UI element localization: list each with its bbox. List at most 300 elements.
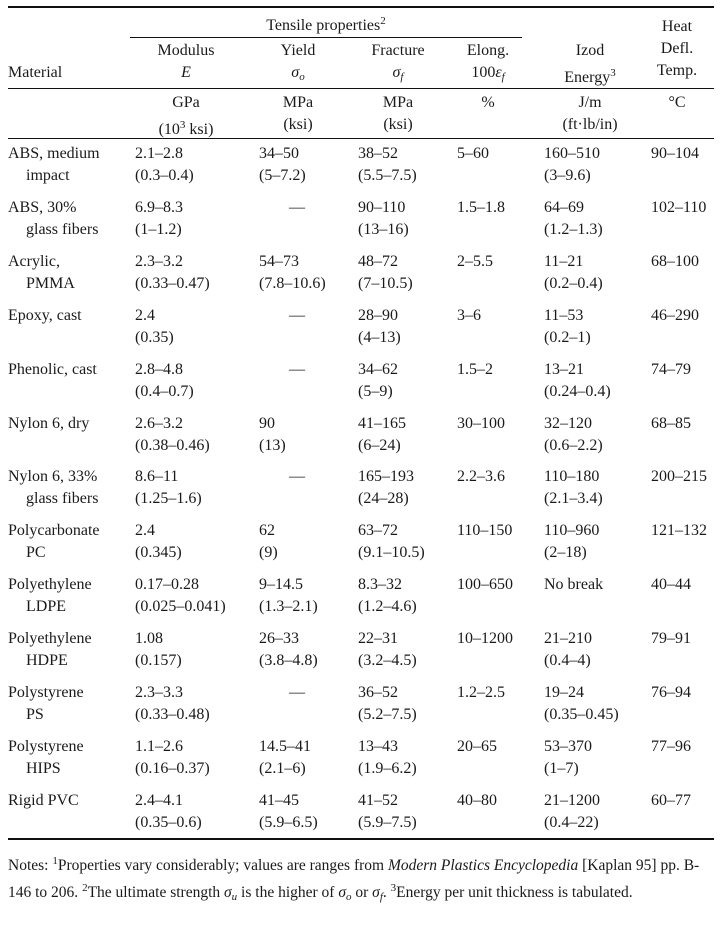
cell-izod-line1: 160–510 — [544, 145, 600, 162]
cell-heat-deflection-line1: 121–132 — [651, 522, 707, 540]
cell-modulus — [135, 145, 250, 185]
cell-yield — [259, 145, 349, 185]
cell-fracture — [358, 253, 448, 293]
top-rule — [8, 6, 714, 8]
cell-heat-deflection — [651, 145, 717, 163]
cell-material — [8, 468, 128, 508]
units-fracture-line2: (ksi) — [383, 116, 413, 133]
cell-modulus-line1: 2.1–2.8 — [135, 145, 183, 162]
cell-elongation-line1: 30–100 — [457, 414, 505, 432]
header-modulus-symbol: E — [181, 64, 191, 81]
cell-yield-line1: 62 — [259, 522, 275, 540]
cell-yield-line1: — — [289, 306, 305, 324]
cell-modulus-line2: (0.345) — [135, 544, 182, 562]
cell-material-line1: Polyethylene — [8, 630, 92, 648]
cell-izod-line1: 110–960 — [544, 522, 600, 540]
units-izod — [540, 94, 640, 134]
cell-yield-line1: 9–14.5 — [259, 576, 303, 594]
units-yield-line2: (ksi) — [283, 116, 313, 133]
cell-material-line1: Nylon 6, dry — [8, 414, 90, 432]
units-izod-line1: J/m — [578, 94, 602, 111]
cell-fracture-line1: 38–52 — [358, 145, 398, 162]
units-modulus-post: ksi) — [185, 121, 214, 138]
cell-elongation — [457, 415, 523, 433]
cell-yield-line1: 26–33 — [259, 630, 299, 648]
cell-yield-line2: (1.3–2.1) — [259, 598, 318, 616]
cell-modulus-line1: 2.8–4.8 — [135, 360, 183, 378]
header-izod-line1: Izod — [575, 42, 605, 59]
cell-material-line2: glass fibers — [26, 220, 99, 238]
cell-fracture-line2: (4–13) — [358, 328, 401, 346]
header-heat-line2: Defl. — [660, 40, 694, 57]
note-2-sub-u: u — [231, 891, 238, 903]
cell-fracture-line2: (13–16) — [358, 220, 409, 238]
cell-elongation — [457, 684, 523, 702]
izod-energy-label: Energy — [564, 69, 611, 86]
cell-fracture — [358, 468, 448, 508]
cell-izod-line2: (0.35–0.45) — [544, 706, 619, 723]
cell-yield-line2: (5.9–6.5) — [259, 813, 318, 831]
cell-elongation — [457, 630, 523, 648]
cell-yield-line1: — — [289, 198, 305, 216]
cell-fracture-line2: (7–10.5) — [358, 274, 413, 292]
cell-elongation — [457, 199, 523, 217]
cell-izod — [544, 415, 644, 455]
cell-heat-deflection — [651, 253, 717, 271]
cell-modulus-line2: (0.16–0.37) — [135, 759, 210, 777]
header-yield — [252, 42, 344, 86]
cell-izod — [544, 630, 644, 670]
cell-modulus-line2: (0.157) — [135, 652, 182, 670]
cell-heat-deflection-line1: 60–77 — [651, 791, 691, 809]
cell-fracture-line1: 48–72 — [358, 252, 398, 270]
cell-yield — [259, 361, 349, 383]
cell-modulus-line1: 8.6–11 — [135, 468, 179, 486]
cell-fracture-line2: (9.1–10.5) — [358, 544, 425, 562]
header-fracture-line1: Fracture — [371, 42, 425, 59]
cell-material-line2: PMMA — [26, 274, 75, 292]
cell-izod-line1: 11–21 — [544, 252, 584, 270]
cell-elongation — [457, 468, 523, 486]
cell-yield-line1: 54–73 — [259, 252, 299, 270]
cell-heat-deflection-line1: 90–104 — [651, 145, 699, 162]
header-izod — [540, 42, 640, 87]
cell-fracture — [358, 199, 448, 239]
cell-izod — [544, 307, 644, 347]
cell-heat-deflection — [651, 576, 717, 594]
cell-modulus-line1: 6.9–8.3 — [135, 198, 183, 216]
notes-lead: Notes: — [8, 857, 53, 874]
cell-fracture — [358, 415, 448, 455]
cell-elongation-line1: 1.5–2 — [457, 360, 493, 378]
cell-heat-deflection — [651, 522, 717, 540]
header-heat-line1: Heat — [661, 18, 693, 35]
units-yield — [252, 94, 344, 134]
cell-material — [8, 684, 128, 724]
cell-izod-line1: 110–180 — [544, 468, 600, 486]
cell-izod-line2: (1.2–1.3) — [544, 220, 603, 238]
cell-izod-line2: (2.1–3.4) — [544, 490, 603, 508]
cell-izod-line2: (1–7) — [544, 759, 579, 777]
cell-modulus — [135, 415, 250, 455]
cell-fracture-line1: 22–31 — [358, 630, 398, 648]
cell-material — [8, 630, 128, 670]
header-yield-symbol — [252, 64, 344, 86]
cell-fracture-line2: (5.9–7.5) — [358, 813, 417, 831]
note-2-text-d: . — [382, 884, 391, 901]
cell-elongation-line1: 1.5–1.8 — [457, 198, 505, 216]
table-notes — [8, 850, 714, 908]
cell-material-line1: Rigid PVC — [8, 791, 79, 809]
header-elong-line1: Elong. — [466, 42, 510, 59]
cell-material-line1: Polystyrene — [8, 684, 84, 701]
cell-fracture — [358, 361, 448, 401]
cell-fracture — [358, 576, 448, 616]
cell-material-line2: PC — [26, 544, 46, 562]
header-fracture-symbol — [350, 64, 446, 86]
cell-fracture-line1: 41–52 — [358, 791, 398, 809]
cell-izod-line2: (0.6–2.2) — [544, 436, 603, 454]
cell-heat-deflection-line1: 79–91 — [651, 630, 691, 648]
cell-yield — [259, 468, 349, 490]
cell-fracture-line1: 36–52 — [358, 684, 398, 701]
cell-material — [8, 738, 128, 778]
units-heat — [640, 94, 714, 112]
cell-fracture-line1: 34–62 — [358, 360, 398, 378]
cell-elongation-line1: 1.2–2.5 — [457, 684, 505, 701]
cell-fracture-line1: 41–165 — [358, 414, 406, 432]
cell-fracture-line2: (3.2–4.5) — [358, 652, 417, 670]
cell-modulus-line2: (1–1.2) — [135, 220, 182, 238]
cell-modulus-line2: (0.33–0.47) — [135, 274, 210, 292]
cell-fracture — [358, 145, 448, 185]
cell-heat-deflection-line1: 74–79 — [651, 360, 691, 378]
cell-elongation-line1: 40–80 — [457, 791, 497, 809]
cell-izod-line1: 21–1200 — [544, 791, 600, 809]
cell-elongation — [457, 522, 523, 540]
cell-heat-deflection-line1: 102–110 — [651, 198, 707, 216]
cell-heat-deflection — [651, 199, 717, 217]
cell-fracture — [358, 307, 448, 347]
units-rule — [8, 138, 714, 139]
cell-heat-deflection-line1: 40–44 — [651, 576, 691, 594]
cell-modulus — [135, 630, 250, 670]
cell-yield — [259, 522, 349, 562]
cell-yield-line2: (5–7.2) — [259, 167, 306, 184]
tensile-group-label: Tensile properties — [266, 17, 381, 34]
cell-fracture-line1: 28–90 — [358, 306, 398, 324]
cell-modulus-line1: 2.3–3.3 — [135, 684, 183, 701]
cell-heat-deflection — [651, 684, 717, 702]
cell-modulus-line1: 1.1–2.6 — [135, 737, 183, 755]
cell-material-line1: Epoxy, cast — [8, 306, 82, 324]
cell-fracture-line2: (1.2–4.6) — [358, 598, 417, 616]
note-1-text: Properties vary considerably; values are ranges from — [57, 857, 388, 874]
cell-fracture-line1: 13–43 — [358, 737, 398, 755]
cell-elongation — [457, 792, 523, 810]
cell-material-line1: Polyethylene — [8, 576, 92, 594]
cell-elongation-line1: 110–150 — [457, 522, 513, 540]
cell-izod-line2: (2–18) — [544, 544, 587, 562]
cell-yield — [259, 792, 349, 832]
cell-yield-line1: 14.5–41 — [259, 737, 311, 755]
cell-heat-deflection-line1: 68–100 — [651, 252, 699, 270]
cell-heat-deflection — [651, 361, 717, 379]
cell-elongation — [457, 361, 523, 379]
tensile-group-footnote-mark: 2 — [380, 15, 386, 27]
cell-fracture-line2: (1.9–6.2) — [358, 759, 417, 777]
units-elong — [455, 94, 521, 112]
cell-elongation-line1: 100–650 — [457, 576, 513, 594]
cell-izod-line2: (3–9.6) — [544, 167, 591, 184]
sigma-subscript: o — [299, 71, 305, 83]
cell-yield — [259, 253, 349, 293]
cell-fracture — [358, 684, 448, 724]
cell-yield — [259, 738, 349, 778]
cell-fracture-line1: 90–110 — [358, 198, 406, 216]
izod-footnote-mark: 3 — [610, 67, 616, 79]
cell-elongation-line1: 20–65 — [457, 737, 497, 755]
cell-izod-line1: No break — [544, 576, 604, 594]
cell-modulus — [135, 684, 250, 724]
cell-elongation — [457, 145, 523, 163]
cell-yield — [259, 415, 349, 455]
cell-material — [8, 307, 128, 329]
cell-elongation — [457, 307, 523, 325]
cell-modulus — [135, 199, 250, 239]
cell-elongation-line1: 2.2–3.6 — [457, 468, 505, 486]
cell-yield-line1: — — [289, 468, 305, 486]
sigma-symbol: σ — [291, 64, 300, 81]
cell-elongation — [457, 738, 523, 756]
header-material: Material — [8, 64, 63, 81]
cell-izod-line2: (0.24–0.4) — [544, 382, 611, 400]
cell-izod-line1: 64–69 — [544, 198, 584, 216]
cell-elongation-line1: 10–1200 — [457, 630, 513, 648]
cell-izod — [544, 468, 644, 508]
cell-modulus-line1: 2.4 — [135, 522, 155, 540]
note-2-sigma-o: σ — [338, 884, 346, 901]
cell-yield-line1: — — [289, 360, 305, 378]
header-elong — [455, 42, 521, 86]
cell-yield-line2: (7.8–10.6) — [259, 274, 326, 292]
cell-heat-deflection — [651, 415, 717, 433]
cell-izod-line2: (0.4–22) — [544, 813, 599, 831]
units-yield-line1: MPa — [282, 94, 314, 111]
cell-material-line2: HIPS — [26, 759, 61, 777]
header-izod-line2 — [540, 64, 640, 87]
cell-material-line2: impact — [26, 167, 70, 184]
cell-modulus-line2: (0.33–0.48) — [135, 706, 210, 723]
cell-modulus — [135, 522, 250, 562]
cell-fracture — [358, 630, 448, 670]
cell-elongation — [457, 253, 523, 271]
tensile-group-underline — [130, 37, 522, 38]
cell-material-line1: Polycarbonate — [8, 522, 100, 540]
note-2-sigma-u: σ — [224, 884, 232, 901]
cell-izod — [544, 361, 644, 401]
cell-fracture — [358, 792, 448, 832]
cell-modulus — [135, 738, 250, 778]
bottom-rule — [8, 838, 714, 840]
units-fracture — [350, 94, 446, 134]
cell-izod-line2: (0.2–1) — [544, 328, 591, 346]
cell-izod-line1: 11–53 — [544, 306, 584, 324]
cell-heat-deflection-line1: 68–85 — [651, 414, 691, 432]
header-fracture — [350, 42, 446, 86]
units-heat-line1: °C — [668, 94, 686, 111]
note-1-mark: 1 — [52, 855, 58, 867]
cell-material — [8, 576, 128, 616]
cell-modulus — [135, 792, 250, 832]
cell-fracture-line1: 165–193 — [358, 468, 414, 486]
cell-yield — [259, 576, 349, 616]
cell-izod — [544, 792, 644, 832]
cell-izod — [544, 576, 644, 598]
cell-yield — [259, 684, 349, 706]
cell-modulus — [135, 307, 250, 347]
units-modulus-exponent: 3 — [179, 119, 186, 131]
cell-fracture-line2: (24–28) — [358, 490, 409, 508]
cell-yield — [259, 630, 349, 670]
cell-modulus — [135, 576, 250, 616]
cell-izod — [544, 684, 644, 724]
cell-izod — [544, 253, 644, 293]
cell-izod — [544, 199, 644, 239]
cell-izod-line2: (0.2–0.4) — [544, 274, 603, 292]
cell-material-line1: ABS, 30% — [8, 198, 77, 216]
cell-yield-line1: 41–45 — [259, 791, 299, 809]
cell-material — [8, 199, 128, 239]
cell-heat-deflection-line1: 76–94 — [651, 684, 691, 701]
cell-material — [8, 361, 128, 383]
units-fracture-line1: MPa — [382, 94, 414, 111]
cell-modulus — [135, 253, 250, 293]
cell-modulus-line1: 2.4 — [135, 306, 155, 324]
cell-material-line2: LDPE — [26, 598, 66, 616]
cell-material — [8, 792, 128, 814]
units-elong-line1: % — [481, 94, 495, 111]
cell-modulus-line1: 2.3–3.2 — [135, 252, 183, 270]
cell-modulus-line1: 1.08 — [135, 630, 163, 648]
cell-modulus-line1: 2.6–3.2 — [135, 414, 183, 432]
cell-material-line1: Phenolic, cast — [8, 360, 97, 378]
header-elong-symbol — [455, 64, 521, 86]
header-heat-line3: Temp. — [656, 62, 698, 79]
cell-elongation-line1: 2–5.5 — [457, 252, 493, 270]
cell-modulus-line1: 2.4–4.1 — [135, 791, 183, 809]
epsilon-symbol: ε — [495, 64, 502, 81]
cell-modulus-line2: (0.38–0.46) — [135, 436, 210, 454]
cell-izod — [544, 522, 644, 562]
note-2-text-c: or — [351, 884, 373, 901]
note-1-book-title: Modern Plastics Encyclopedia — [387, 857, 579, 874]
cell-modulus-line2: (0.35–0.6) — [135, 813, 202, 831]
cell-modulus-line2: (0.35) — [135, 328, 174, 346]
cell-fracture-line2: (5.5–7.5) — [358, 167, 417, 184]
cell-yield-line1: — — [289, 684, 305, 701]
units-modulus-pre: (10 — [158, 121, 180, 138]
note-2-sub-f: f — [379, 891, 383, 903]
cell-elongation-line1: 5–60 — [457, 145, 489, 162]
cell-material-line1: ABS, medium — [8, 145, 100, 162]
header-modulus-line1: Modulus — [157, 42, 215, 59]
units-izod-line2: (ft·lb/in) — [562, 116, 618, 133]
note-3-mark: 3 — [390, 882, 397, 894]
note-2-sigma-f: σ — [372, 884, 380, 901]
cell-fracture-line2: (5–9) — [358, 382, 393, 400]
cell-heat-deflection — [651, 307, 717, 325]
cell-yield-line1: 34–50 — [259, 145, 299, 162]
cell-modulus-line2: (0.025–0.041) — [135, 598, 226, 616]
cell-fracture-line2: (5.2–7.5) — [358, 706, 417, 723]
cell-material-line1: Acrylic, — [8, 252, 60, 270]
cell-material-line2: glass fibers — [26, 490, 99, 508]
cell-material-line1: Polystyrene — [8, 737, 84, 755]
cell-yield — [259, 199, 349, 221]
elong-prefix: 100 — [471, 64, 496, 81]
cell-yield — [259, 307, 349, 329]
header-rule — [8, 88, 714, 89]
cell-fracture — [358, 522, 448, 562]
cell-modulus-line2: (0.3–0.4) — [135, 167, 194, 184]
cell-izod — [544, 145, 644, 185]
cell-material — [8, 522, 128, 562]
cell-izod-line1: 32–120 — [544, 414, 592, 432]
cell-material — [8, 145, 128, 185]
tensile-group-title — [130, 12, 522, 35]
cell-heat-deflection — [651, 738, 717, 756]
cell-material — [8, 253, 128, 293]
cell-izod-line1: 19–24 — [544, 684, 584, 701]
cell-modulus-line2: (1.25–1.6) — [135, 490, 202, 508]
cell-elongation-line1: 3–6 — [457, 306, 481, 324]
cell-modulus — [135, 361, 250, 401]
header-modulus — [130, 42, 242, 82]
cell-modulus — [135, 468, 250, 508]
cell-fracture-line2: (6–24) — [358, 436, 401, 454]
cell-material-line2: HDPE — [26, 652, 68, 670]
header-yield-line1: Yield — [280, 42, 316, 59]
cell-modulus-line2: (0.4–0.7) — [135, 382, 194, 400]
cell-material-line1: Nylon 6, 33% — [8, 468, 98, 486]
cell-heat-deflection-line1: 46–290 — [651, 306, 699, 324]
units-modulus-line1: GPa — [172, 94, 200, 111]
note-1-citation: [Kaplan 95] pp. B-146 to 206. — [8, 857, 700, 901]
sigma-symbol: σ — [392, 64, 401, 81]
note-2-sub-o: o — [346, 891, 352, 903]
cell-modulus-line1: 0.17–0.28 — [135, 576, 199, 594]
epsilon-subscript: f — [501, 71, 505, 83]
cell-yield-line1: 90 — [259, 414, 275, 432]
cell-elongation — [457, 576, 523, 594]
note-2-text-a: The ultimate strength — [87, 884, 225, 901]
cell-yield-line2: (13) — [259, 436, 286, 454]
cell-heat-deflection — [651, 792, 717, 810]
cell-yield-line2: (9) — [259, 544, 278, 562]
cell-heat-deflection-line1: 77–96 — [651, 737, 691, 755]
cell-heat-deflection — [651, 468, 717, 486]
cell-material-line2: PS — [26, 706, 44, 723]
cell-fracture-line1: 63–72 — [358, 522, 398, 540]
cell-izod — [544, 738, 644, 778]
cell-material — [8, 415, 128, 437]
cell-heat-deflection — [651, 630, 717, 648]
cell-izod-line1: 53–370 — [544, 737, 592, 755]
cell-fracture — [358, 738, 448, 778]
units-modulus-line2 — [130, 116, 242, 139]
cell-izod-line1: 13–21 — [544, 360, 584, 378]
